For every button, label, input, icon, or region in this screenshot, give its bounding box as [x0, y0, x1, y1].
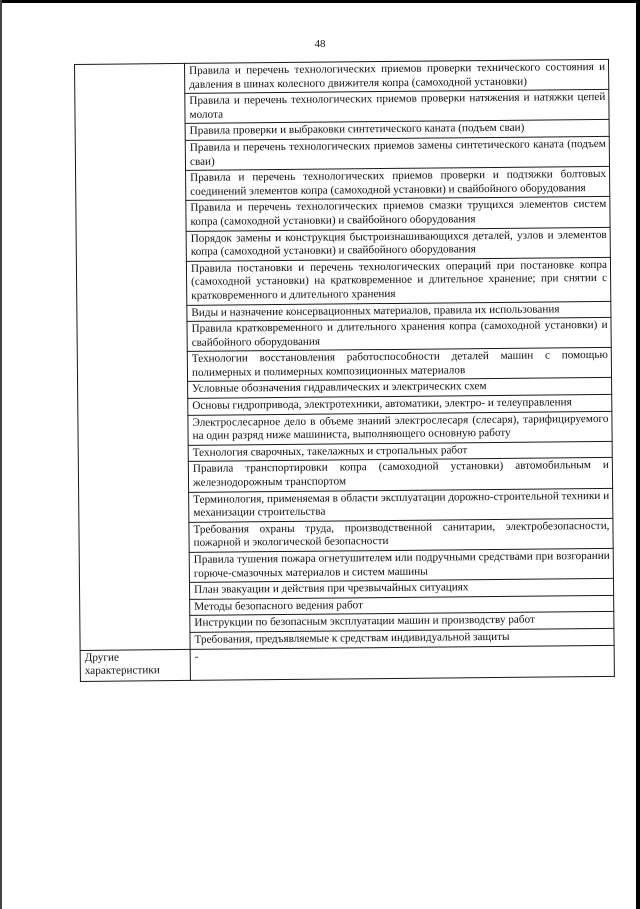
- knowledge-item: Правила тушения пожара огнетушителем или подручными средствами при возгорании горюче-смазочных материалов и систем машины: [189, 548, 613, 582]
- knowledge-item: Технология сварочных, такелажных и стропальных работ: [188, 441, 612, 462]
- knowledge-item: Электрослесарное дело в объеме знаний электрослесаря (слесаря), тарифицируемого на один разряд ниже машиниста, выполняющего основную работу: [188, 411, 612, 445]
- section-label-cell-empty: [75, 63, 191, 650]
- scan-border-left: [0, 0, 2, 909]
- knowledge-item: Правила проверки и выбраковки синтетического каната (подъем сваи): [185, 120, 609, 141]
- knowledge-item: Требования охраны труда, производственной санитарии, электробезопасности, пожарной и экологической безопасности: [189, 518, 613, 552]
- knowledge-item: Правила и перечень технологических приемов проверки и подтяжки болтовых соединений элементов копра (самоходной установки) и свайбойного оборудования: [186, 167, 610, 201]
- knowledge-table: [74, 59, 615, 682]
- scan-border-right: [636, 0, 640, 909]
- knowledge-item: Порядок замены и конструкция быстроизнашивающихся деталей, узлов и элементов копра (самоходной установки) и свайбойного оборудования: [186, 227, 610, 261]
- knowledge-item: Правила и перечень технологических приемов проверки технического состояния и давления в шинах колесного движителя копра (самоходной установки): [184, 59, 608, 93]
- knowledge-item: Правила постановки и перечень технологических операций при постановке копра (самоходной установки) на кратковременное и длительное хранение; при снятии с кратковременного и длительного хранения: [186, 257, 610, 305]
- knowledge-item: Правила и перечень технологических приемов замены синтетического каната (подъем сваи): [185, 136, 609, 170]
- table-row-other: [80, 645, 614, 681]
- page-number: 48: [314, 38, 326, 50]
- other-characteristics-label: Другие характеристики: [80, 649, 190, 681]
- knowledge-item: Инструкции по безопасным эксплуатации машин и производству работ: [190, 612, 614, 633]
- knowledge-item: Виды и назначение консервационных материалов, правила их использования: [187, 301, 611, 322]
- knowledge-item: Терминология, применяемая в области эксплуатации дорожно-строительной техники и механизации строительства: [189, 488, 613, 522]
- knowledge-item: Технологии восстановления работоспособности деталей машин с помощью полимерных и полимерных композиционных материалов: [187, 348, 611, 382]
- knowledge-item: Правила и перечень технологических приемов смазки трущихся элементов систем копра (самоходной установки) и свайбойного оборудования: [186, 197, 610, 231]
- knowledge-item: Методы безопасного ведения работ: [190, 595, 614, 616]
- knowledge-item: Правила и перечень технологических приемов проверки натяжения и натяжки цепей молота: [185, 90, 609, 124]
- scan-border-top: [0, 0, 640, 3]
- knowledge-item: Требования, предъявляемые к средствам индивидуальной защиты: [190, 628, 614, 649]
- knowledge-item: План эвакуации и действия при чрезвычайных ситуациях: [189, 579, 613, 600]
- other-characteristics-value: -: [190, 645, 614, 680]
- knowledge-item: Основы гидропривода, электротехники, автоматики, электро- и телеуправления: [188, 394, 612, 415]
- knowledge-item: Правила транспортировки копра (самоходной установки) автомобильным и железнодорожным транспортом: [188, 458, 612, 492]
- knowledge-item: Правила кратковременного и длительного хранения копра (самоходной установки) и свайбойного оборудования: [187, 317, 611, 351]
- knowledge-item: Условные обозначения гидравлических и электрических схем: [188, 378, 612, 399]
